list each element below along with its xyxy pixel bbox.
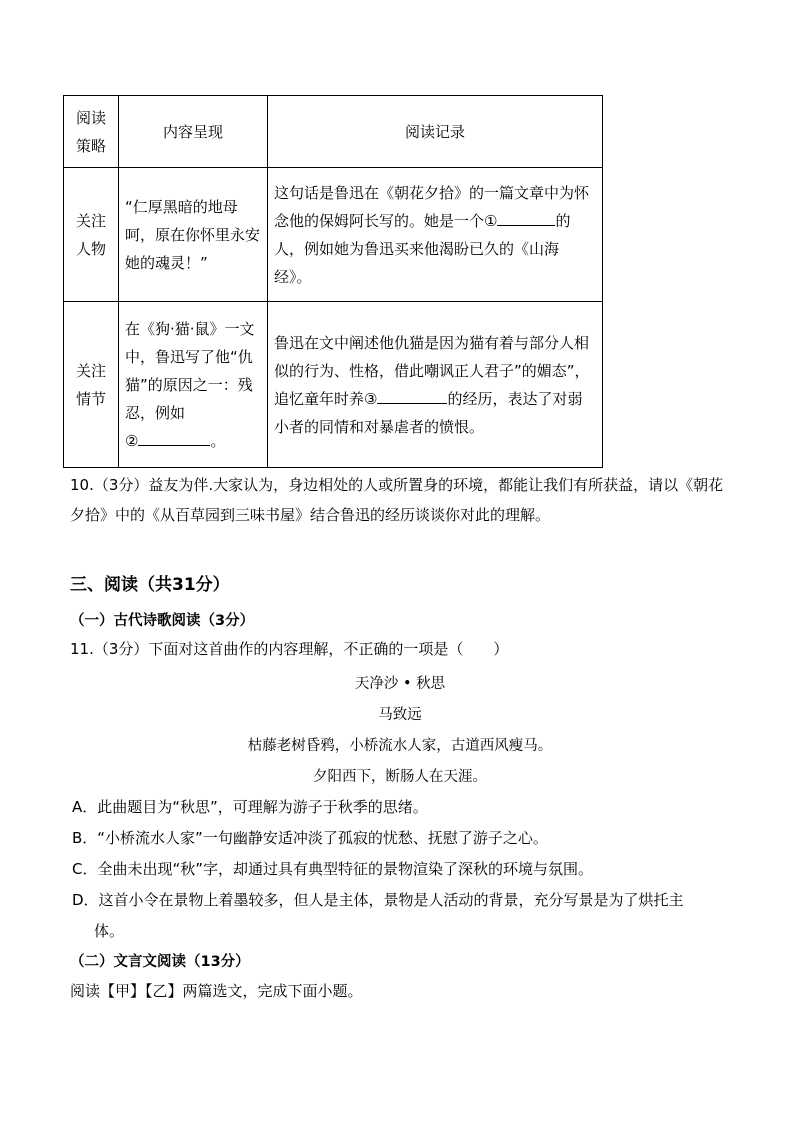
option-b[interactable]: B．“小桥流水人家”一句幽静安适冲淡了孤寂的忧愁、抚慰了游子之心。	[72, 829, 548, 847]
table-row	[64, 168, 603, 302]
reading-record-table	[63, 95, 603, 468]
section-title: 三、阅读（共31分）	[70, 575, 230, 595]
row2-strategy: 关注情节	[64, 302, 119, 468]
option-d-line2: 体。	[94, 922, 125, 940]
option-c[interactable]: C．全曲未出现“秋”字，却通过具有典型特征的景物渲染了深秋的环境与氛围。	[72, 860, 594, 878]
table-row	[64, 302, 603, 468]
row2-record	[268, 302, 603, 468]
row2-content	[119, 302, 268, 468]
poem-line: 枯藤老树昏鸦，小桥流水人家，古道西风瘦马。	[247, 738, 553, 754]
row1-record-text: 这句话是鲁迅在《朝花夕拾》的一篇文章中为怀念他的保姆阿长写的。她是一个	[274, 183, 590, 230]
fill-blank-1[interactable]	[497, 209, 555, 226]
poem-author: 马致远	[378, 707, 422, 723]
fill-blank-2[interactable]	[138, 429, 210, 446]
table-header-row	[64, 96, 603, 168]
row1-strategy: 关注人物	[64, 168, 119, 302]
blank-marker-2: ②	[125, 431, 139, 450]
poem-title: 天净沙 • 秋思	[354, 676, 446, 692]
header-record: 阅读记录	[268, 96, 603, 168]
poem-line: 夕阳西下，断肠人在天涯。	[313, 769, 487, 785]
question-11: 11.（3分）下面对这首曲作的内容理解，不正确的一项是（ ）	[70, 640, 509, 658]
row2-record-text: 鲁迅在文中阐述他仇猫是因为猫有着与部分人相似的行为、性格，借此嘲讽正人君子”的媚态”，追忆童年时养	[274, 333, 590, 408]
option-d-line1: D．这首小令在景物上着墨较多，但人是主体，景物是人活动的背景，充分写景是为了烘托主	[72, 891, 684, 909]
row1-content: “仁厚黑暗的地母呵，原在你怀里永安她的魂灵！”	[119, 168, 268, 302]
blank-marker-1: ①	[484, 211, 498, 230]
row1-record	[268, 168, 603, 302]
subsection-title: （一）古代诗歌阅读（3分）	[70, 613, 255, 629]
header-content: 内容呈现	[119, 96, 268, 168]
header-strategy: 阅读策略	[64, 96, 119, 168]
blank-marker-3: ③	[364, 389, 378, 408]
row1-record-text-after: 的人，例如她为鲁迅买来他渴盼已久的《山海经》。	[274, 211, 571, 286]
instruction-text: 阅读【甲】【乙】两篇选文，完成下面小题。	[70, 982, 363, 1000]
subsection-title: （二）文言文阅读（13分）	[70, 954, 250, 970]
row2-content-after: 。	[210, 431, 226, 450]
option-d[interactable]	[72, 885, 732, 947]
question-10: 10.（3分）益友为伴.大家认为，身边相处的人或所置身的环境，都能让我们有所获益，请以《朝花夕拾》中的《从百草园到三味书屋》结合鲁迅的经历谈谈你对此的理解。	[70, 476, 724, 524]
row2-record-text-after: 的经历，表达了对弱小者的同情和对暴虐者的愤恨。	[274, 389, 583, 436]
row2-content-text: 在《狗·猫·鼠》一文中，鲁迅写了他“仇猫”的原因之一：残忍，例如	[125, 319, 255, 422]
option-a[interactable]: A．此曲题目为“秋思”，可理解为游子于秋季的思绪。	[72, 798, 428, 816]
fill-blank-3[interactable]	[377, 387, 447, 404]
